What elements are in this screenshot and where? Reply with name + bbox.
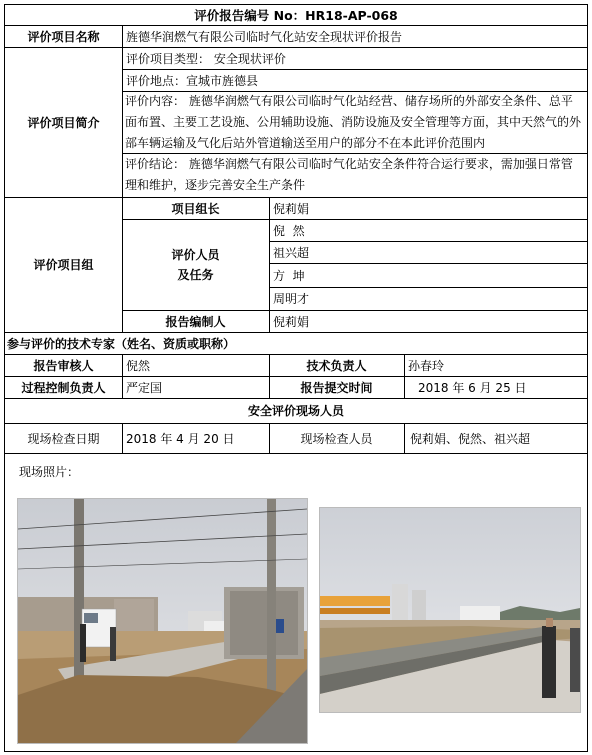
onsite-section-label: 安全评价现场人员 [247,404,344,418]
team-member-1: 倪 然 [273,223,305,238]
team-member-2: 祖兴超 [273,245,310,260]
submit-time-label: 报告提交时间 [300,380,373,395]
project-conclusion-line: 评价结论： 旌德华润燃气有限公司临时气化站安全条件符合运行要求，需加强日常管理和维护，逐步完善安全生产条件 [125,157,573,192]
team-members-label-line2: 及任务 [177,267,214,282]
team-leader-label: 项目组长 [171,201,220,216]
team-members-label [122,219,269,310]
site-photos-label: 现场照片： [19,465,80,479]
team-leader-value: 倪莉娟 [273,201,310,216]
report-number-title: 评价报告编号 No：HR18-AP-068 [194,8,398,23]
team-members-label-line1: 评价人员 [171,247,220,262]
experts-label: 参与评价的技术专家（姓名、资质或职称） [7,336,236,351]
project-name-label: 评价项目名称 [27,29,100,44]
evaluation-report-form [4,4,588,752]
process-control-value: 严定国 [126,380,163,395]
tech-lead-label: 技术负责人 [306,358,367,373]
onsite-people-value: 倪莉娟、倪然、祖兴超 [410,431,531,446]
submit-time-value: 2018 年 6 月 25 日 [418,380,527,395]
reviewer-value: 倪然 [126,358,151,373]
project-content-line: 评价内容： 旌德华润燃气有限公司临时气化站经营、储存场所的外部安全条件、总平面布置、主要工艺设施、公用辅助设施、消防设施及安全管理等方面，其中天然气的外部车辆运输及气化后站外管道输送至用户的部分不在本此评价范围内 [125,94,582,150]
report-writer-value: 倪莉娟 [273,314,310,329]
reviewer-label: 报告审核人 [33,358,94,373]
site-photo-1 [17,498,308,744]
project-type-line: 评价项目类型： 安全现状评价 [126,51,286,66]
project-brief-label: 评价项目简介 [27,115,100,130]
process-control-label: 过程控制负责人 [21,380,106,395]
tech-lead-value: 孙春玲 [408,358,445,373]
report-writer-label: 报告编制人 [165,314,226,329]
team-label: 评价项目组 [33,258,94,272]
team-member-3: 方 坤 [273,268,305,283]
onsite-date-value: 2018 年 4 月 20 日 [126,431,235,446]
onsite-people-label: 现场检查人员 [300,431,373,446]
onsite-date-label: 现场检查日期 [27,431,100,446]
project-name-value: 旌德华润燃气有限公司临时气化站安全现状评价报告 [126,29,403,44]
project-location-line: 评价地点：宣城市旌德县 [126,73,259,88]
team-member-4: 周明才 [273,292,310,306]
site-photo-2 [319,507,581,713]
